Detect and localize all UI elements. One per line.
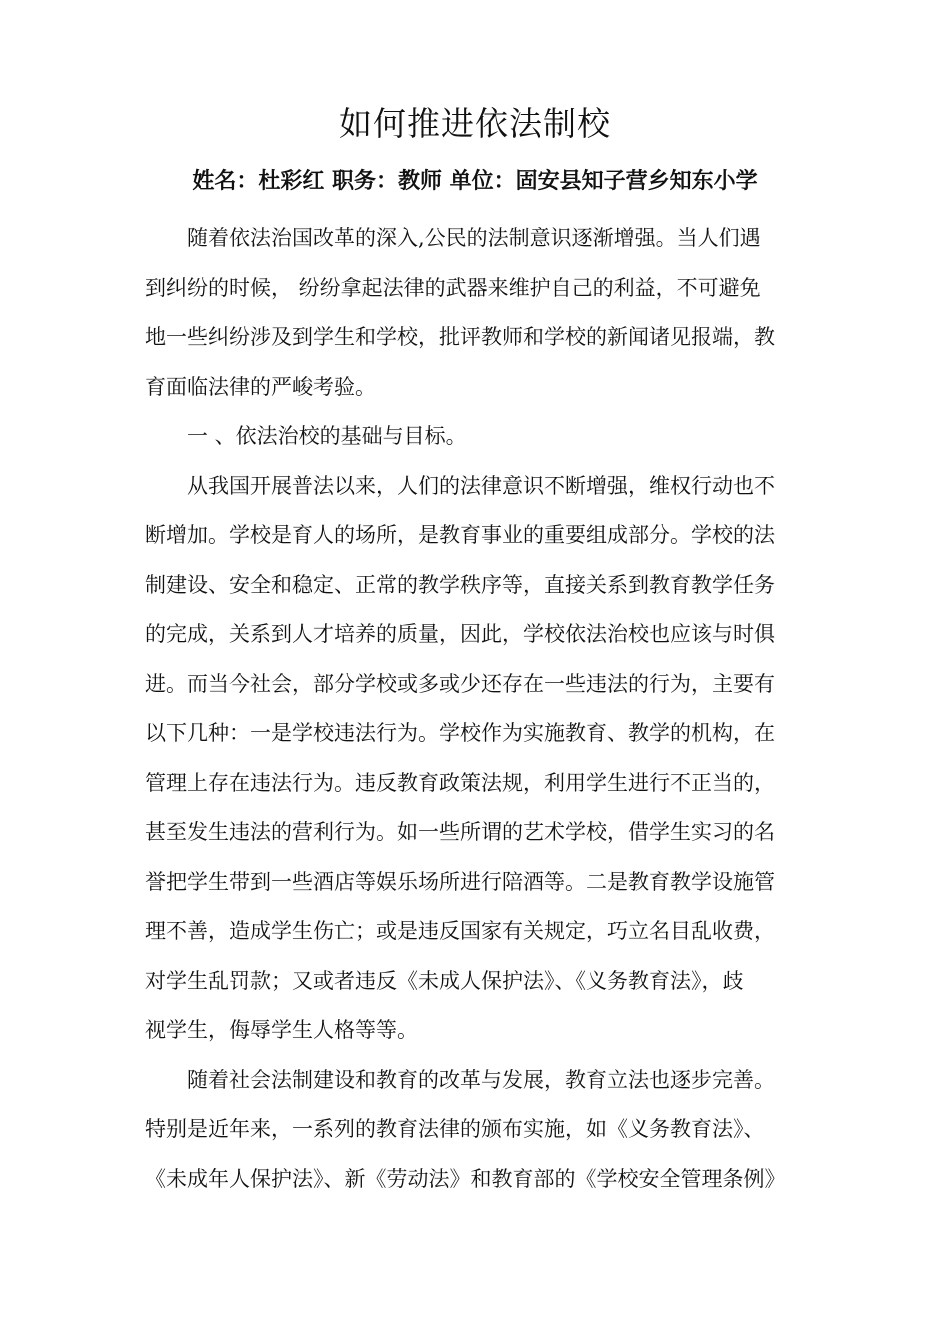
document-title: 如何推进依法制校 [339, 104, 611, 143]
body-line: 《未成年人保护法》、新《劳动法》和教育部的《学校安全管理条例》 [145, 1166, 786, 1191]
body-line: 制建设、安全和稳定、正常的教学秩序等，直接关系到教育教学任务 [145, 572, 775, 597]
body-line: 理不善，造成学生伤亡；或是违反国家有关规定，巧立名目乱收费， [145, 919, 775, 943]
body-line: 甚至发生违法的营利行为。如一些所谓的艺术学校，借学生实习的名 [145, 820, 775, 844]
body-line: 从我国开展普法以来，人们的法律意识不断增强，维权行动也不 [187, 473, 775, 498]
body-line: 断增加。学校是育人的场所，是教育事业的重要组成部分。学校的法 [145, 523, 775, 547]
body-line: 对学生乱罚款；又或者违反《未成人保护法》、《义务教育法》，歧 [145, 968, 744, 993]
body-line: 的完成，关系到人才培养的质量，因此，学校依法治校也应该与时俱 [145, 622, 775, 646]
body-line: 育面临法律的严峻考验。 [145, 374, 376, 399]
author-byline: 姓名：杜彩红 职务：教师 单位：固安县知子营乡知东小学 [192, 169, 758, 194]
body-line: 特别是近年来，一系列的教育法律的颁布实施，如《义务教育法》、 [145, 1117, 765, 1141]
body-line: 进。而当今社会，部分学校或多或少还存在一些违法的行为，主要有 [145, 671, 775, 696]
document-body [145, 214, 807, 1204]
body-line: 随着社会法制建设和教育的改革与发展，教育立法也逐步完善。 [187, 1067, 775, 1092]
body-line: 管理上存在违法行为。违反教育政策法规，利用学生进行不正当的， [145, 770, 775, 795]
body-line: 视学生，侮辱学生人格等等。 [145, 1018, 418, 1042]
body-line: 以下几种：一是学校违法行为。学校作为实施教育、教学的机构，在 [145, 721, 775, 745]
section-heading: 一 、依法治校的基础与目标。 [187, 424, 467, 448]
body-line: 誉把学生带到一些酒店等娱乐场所进行陪酒等。二是教育教学设施管 [145, 869, 775, 894]
body-line: 地一些纠纷涉及到学生和学校，批评教师和学校的新闻诸见报端，教 [145, 325, 775, 349]
body-line: 到纠纷的时候， 纷纷拿起法律的武器来维护自己的利益，不可避免 [145, 275, 761, 300]
body-line: 随着依法治国改革的深入,公民的法制意识逐渐增强。当人们遇 [187, 226, 761, 250]
